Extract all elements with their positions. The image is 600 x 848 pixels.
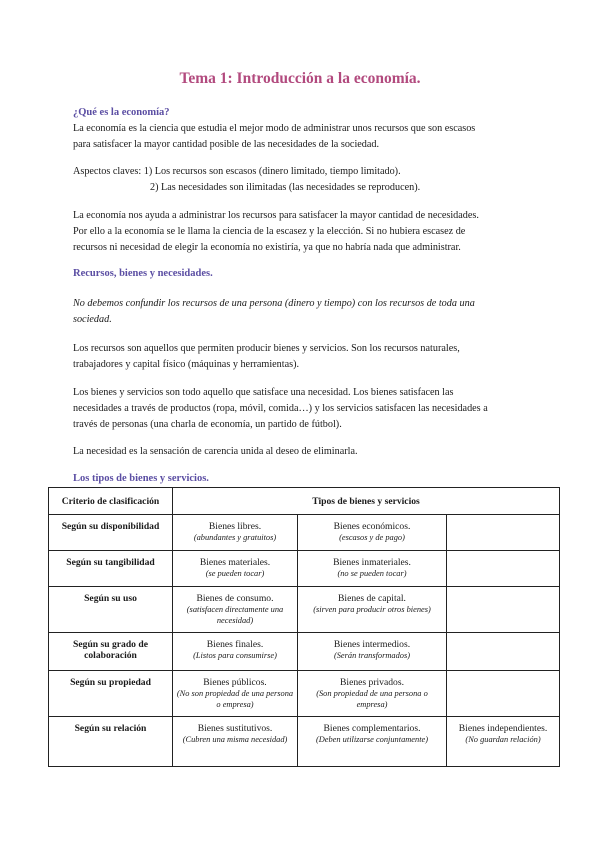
type-description: (satisfacen directamente una necesidad) — [186, 605, 284, 625]
section-heading-economy: ¿Qué es la economía? — [73, 107, 170, 118]
type-description: (No guardan relación) — [465, 735, 541, 744]
type-label — [450, 517, 556, 521]
type-cell — [173, 515, 298, 551]
type-label: Bienes independientes. — [458, 723, 548, 734]
type-cell — [447, 717, 560, 767]
type-label: Bienes inmateriales. — [333, 557, 411, 568]
table-row — [49, 551, 560, 587]
paragraph-goods — [73, 385, 527, 433]
criterion-cell: Según su relación — [49, 717, 173, 767]
text-line: No debemos confundir los recursos de una persona (dinero y tiempo) con los recursos de toda una — [73, 298, 475, 309]
type-label — [450, 553, 556, 557]
text-line: 2) Las necesidades son ilimitadas (las necesidades se reproducen). — [150, 182, 421, 193]
type-cell — [298, 633, 447, 671]
type-cell — [298, 671, 447, 717]
type-description: (se pueden tocar) — [205, 569, 265, 578]
type-cell — [298, 587, 447, 633]
type-description: (no se pueden tocar) — [337, 569, 407, 578]
text-line: recursos ni necesidad de elegir la economía no existiría, ya que no habría nada que administrar. — [73, 242, 461, 253]
text-line: La economía nos ayuda a administrar los recursos para satisfacer la mayor cantidad de necesidades. — [73, 210, 479, 221]
criterion-cell: Según su tangibilidad — [49, 551, 173, 587]
type-cell — [447, 671, 560, 717]
section-heading-types: Los tipos de bienes y servicios. — [73, 473, 209, 484]
type-description: (Listos para consumirse) — [193, 651, 277, 660]
type-description: (Son propiedad de una persona o empresa) — [316, 689, 428, 709]
type-label: Bienes libres. — [208, 521, 262, 532]
page-title: Tema 1: Introducción a la economía. — [179, 70, 421, 87]
type-cell — [298, 717, 447, 767]
type-cell — [173, 551, 298, 587]
type-label: Bienes de consumo. — [196, 593, 274, 604]
paragraph-note — [73, 296, 527, 328]
type-label — [450, 673, 556, 677]
type-label: Bienes privados. — [340, 677, 404, 688]
goods-types-table — [48, 487, 560, 767]
type-description: (sirven para producir otros bienes) — [313, 605, 431, 614]
type-label: Bienes de capital. — [338, 593, 406, 604]
paragraph-need — [73, 444, 527, 460]
text-line: La necesidad es la sensación de carencia unida al deseo de eliminarla. — [73, 446, 358, 457]
criterion-cell: Según su grado de colaboración — [49, 633, 173, 671]
criterion-cell: Según su uso — [49, 587, 173, 633]
section-heading-resources: Recursos, bienes y necesidades. — [73, 268, 213, 279]
text-line: través de personas (una charla de economía, un partido de fútbol). — [73, 419, 342, 430]
type-label — [450, 589, 556, 593]
type-description: (Serán transformados) — [333, 651, 411, 660]
type-description: (abundantes y gratuitos) — [193, 533, 277, 542]
type-cell — [447, 587, 560, 633]
type-description: (Cubren una misma necesidad) — [182, 735, 288, 744]
type-label: Bienes sustitutivos. — [197, 723, 273, 734]
table-row — [49, 633, 560, 671]
type-cell — [173, 587, 298, 633]
type-description: (escasos y de pago) — [339, 533, 405, 542]
type-cell — [447, 551, 560, 587]
text-line: Por ello a la economía se le llama la ciencia de la escasez y la elección. Si no hubiera escasez de — [73, 226, 466, 237]
paragraph-resources — [73, 341, 527, 373]
type-cell — [173, 633, 298, 671]
type-label: Bienes intermedios. — [333, 639, 411, 650]
type-label: Bienes complementarios. — [323, 723, 421, 734]
table-row — [49, 587, 560, 633]
header-types: Tipos de bienes y servicios — [173, 488, 560, 515]
table-row — [49, 671, 560, 717]
type-label: Bienes finales. — [206, 639, 264, 650]
type-cell — [298, 551, 447, 587]
header-criterion: Criterio de clasificación — [49, 488, 173, 515]
type-label: Bienes públicos. — [203, 677, 267, 688]
type-cell — [447, 515, 560, 551]
text-line: necesidades a través de productos (ropa, móvil, comida…) y los servicios satisfacen las necesidades a — [73, 403, 488, 414]
type-label — [450, 635, 556, 639]
type-cell — [173, 717, 298, 767]
text-line: Los recursos son aquellos que permiten producir bienes y servicios. Son los recursos naturales, — [73, 343, 460, 354]
type-cell — [298, 515, 447, 551]
paragraph-scarcity — [73, 208, 527, 256]
text-line: trabajadores y capital físico (máquinas y herramientas). — [73, 359, 300, 370]
text-line: La economía es la ciencia que estudia el mejor modo de administrar unos recursos que son escasos — [73, 123, 476, 134]
table-row — [49, 515, 560, 551]
type-label: Bienes económicos. — [333, 521, 411, 532]
type-label: Bienes materiales. — [199, 557, 271, 568]
table-row — [49, 717, 560, 767]
text-line: sociedad. — [73, 314, 112, 325]
criterion-cell: Según su disponibilidad — [49, 515, 173, 551]
criterion-cell: Según su propiedad — [49, 671, 173, 717]
type-description: (No son propiedad de una persona o empresa) — [176, 689, 294, 709]
type-cell — [173, 671, 298, 717]
paragraph-aspects — [73, 164, 527, 196]
text-line: Los bienes y servicios son todo aquello que satisface una necesidad. Los bienes satisfacen las — [73, 387, 454, 398]
type-description: (Deben utilizarse conjuntamente) — [315, 735, 429, 744]
text-line: para satisfacer la mayor cantidad posible de las necesidades de la sociedad. — [73, 139, 380, 150]
type-cell — [447, 633, 560, 671]
paragraph-definition — [73, 121, 527, 153]
text-line: Aspectos claves: 1) Los recursos son escasos (dinero limitado, tiempo limitado). — [73, 166, 401, 177]
table-header-row — [49, 488, 560, 515]
